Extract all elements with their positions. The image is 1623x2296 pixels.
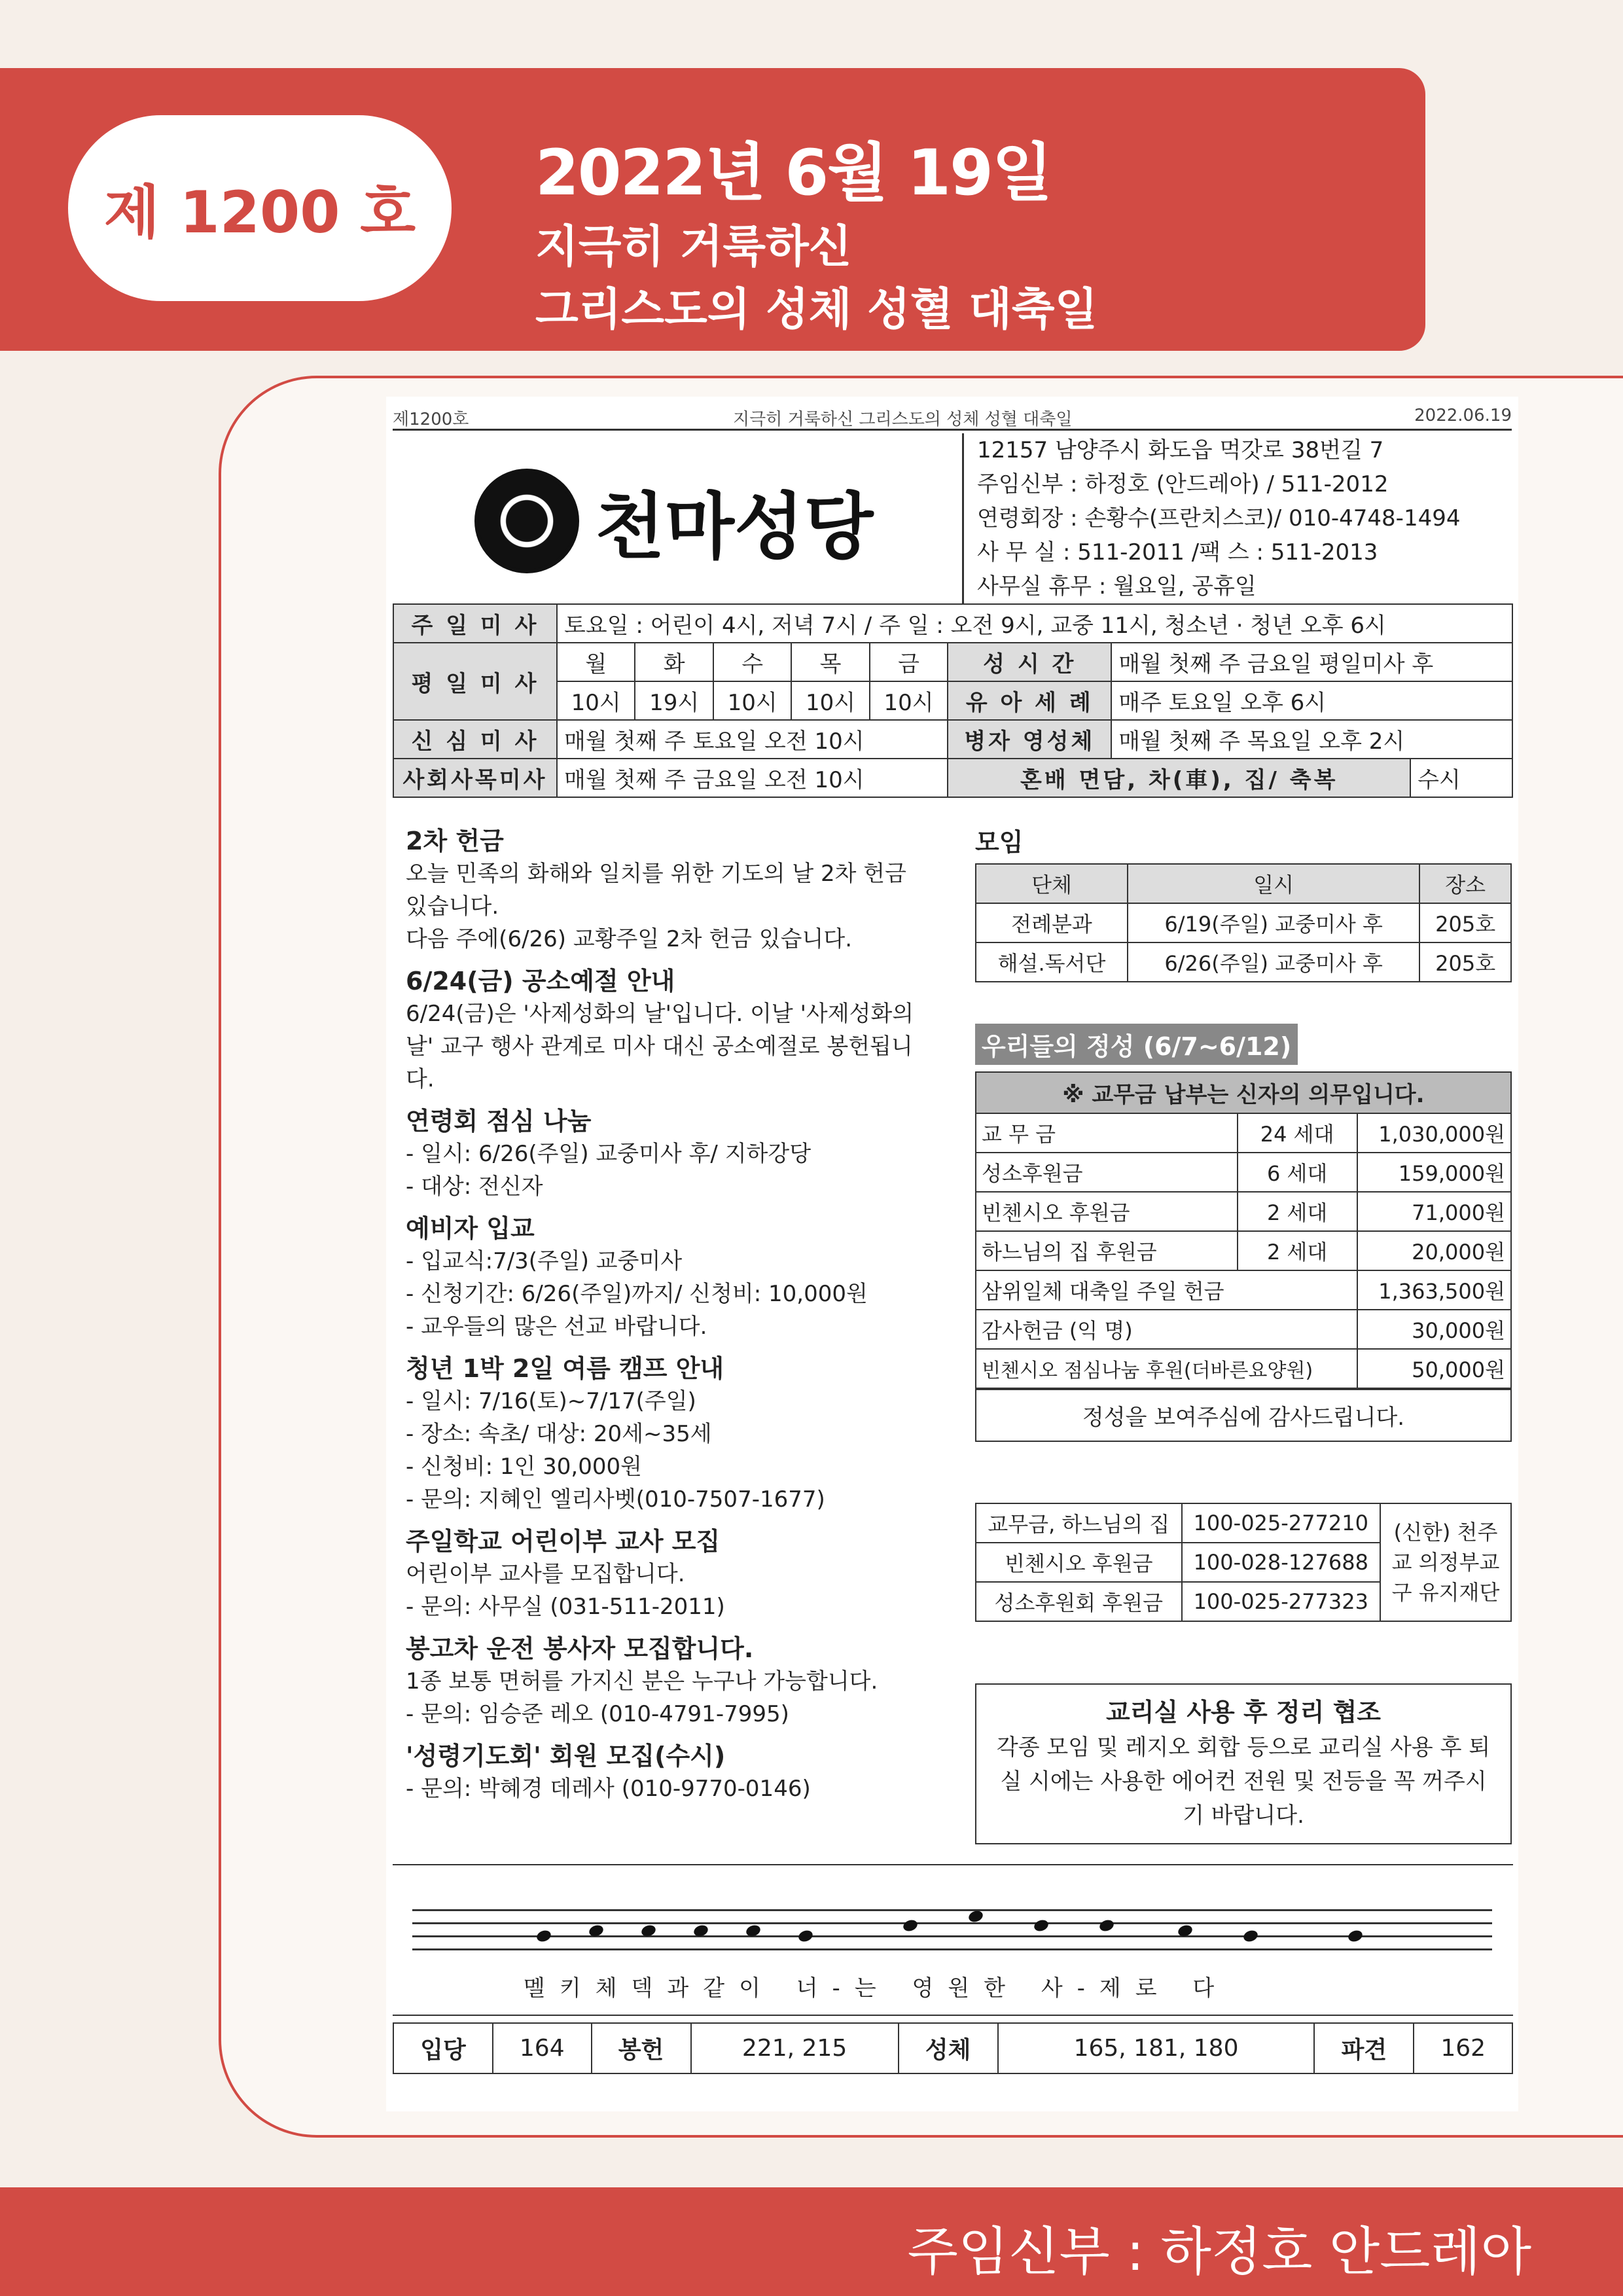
holy-hour-text: 매월 첫째 주 금요일 평일미사 후 <box>1111 643 1512 681</box>
notice-text: - 대상: 전신자 <box>406 1174 543 1200</box>
dismissal-hymn: 162 <box>1414 2023 1512 2073</box>
communion-hymn: 165, 181, 180 <box>998 2023 1315 2073</box>
notice-text: - 문의: 박혜경 데레사 (010-9770-0146) <box>406 1776 811 1802</box>
offering-thanks: 정성을 보여주심에 감사드립니다. <box>975 1389 1512 1442</box>
notice-column <box>406 816 929 1805</box>
day-cell: 목 <box>791 643 869 681</box>
music-staff <box>412 1898 1492 1950</box>
group-cell: 해설.독서단 <box>976 942 1128 982</box>
column-header: 장소 <box>1419 864 1511 903</box>
hymn-table <box>393 2022 1513 2074</box>
account-purpose: 교무금, 하느님의 집 <box>976 1503 1182 1543</box>
office-closed-line: 사무실 휴무 : 월요일, 공휴일 <box>977 573 1257 600</box>
time-cell: 10시 <box>870 681 948 720</box>
notice-title: 청년 1박 2일 여름 캠프 안내 <box>406 1354 724 1383</box>
devotion-mass-text: 매월 첫째 주 토요일 오전 10시 <box>557 720 948 759</box>
offering-amount: 1,363,500원 <box>1357 1270 1511 1310</box>
footer-pastor: 주임신부 : 하정호 안드레아 <box>907 2221 1531 2282</box>
scan-issue: 제1200호 <box>393 410 469 429</box>
notice-title: 6/24(금) 공소예절 안내 <box>406 967 675 996</box>
notice-text: - 신청기간: 6/26(주일)까지/ 신청비: 10,000원 <box>406 1281 868 1307</box>
offering-item: 성소후원금 <box>976 1153 1238 1192</box>
notice-text: 어린이부 교사를 모집합니다. <box>406 1561 685 1587</box>
notice-text: - 일시: 6/26(주일) 교중미사 후/ 지하강당 <box>406 1141 812 1167</box>
infant-baptism-label: 유 아 세 례 <box>948 681 1111 720</box>
day-cell: 월 <box>557 643 635 681</box>
household-count: 2 세대 <box>1238 1231 1357 1270</box>
scanned-bulletin <box>386 397 1518 2111</box>
scan-header <box>393 402 1512 431</box>
notice-text: - 문의: 사무실 (031-511-2011) <box>406 1594 725 1620</box>
scan-date: 2022.06.19 <box>1414 406 1512 425</box>
datetime-cell: 6/26(주일) 교중미사 후 <box>1128 942 1419 982</box>
scan-feast: 지극히 거룩하신 그리스도의 성체 성혈 대축일 <box>733 410 1073 429</box>
time-cell: 10시 <box>557 681 635 720</box>
table-row <box>976 1270 1511 1310</box>
table-row <box>976 1153 1511 1192</box>
accounts-section <box>975 1503 1512 1622</box>
household-count: 2 세대 <box>1238 1192 1357 1231</box>
offering-amount: 71,000원 <box>1357 1192 1511 1231</box>
account-number: 100-028-127688 <box>1182 1543 1380 1582</box>
column-header: 일시 <box>1128 864 1419 903</box>
notice-text: - 교우들의 많은 선교 바랍니다. <box>406 1314 707 1340</box>
offering-section <box>975 1024 1512 1442</box>
household-count: 24 세대 <box>1238 1113 1357 1153</box>
social-mass-label: 사회사목미사 <box>393 759 557 797</box>
column-header: 단체 <box>976 864 1128 903</box>
notice-text: - 일시: 7/16(토)~7/17(주일) <box>406 1388 696 1414</box>
social-mass-text: 매월 첫째 주 금요일 오전 10시 <box>557 759 948 797</box>
day-cell: 화 <box>635 643 713 681</box>
notice-text: - 입교식:7/3(주일) 교중미사 <box>406 1248 683 1274</box>
marriage-blessing-label: 혼배 면담, 차(車), 집/ 축복 <box>948 759 1410 797</box>
offering-item: 교 무 금 <box>976 1113 1238 1153</box>
notice-text: - 문의: 임승준 레오 (010-4791-7995) <box>406 1701 789 1727</box>
table-row <box>976 1231 1511 1270</box>
time-cell: 10시 <box>791 681 869 720</box>
cleanup-notice <box>975 1683 1512 1844</box>
offertory-label: 봉헌 <box>592 2023 691 2073</box>
offering-amount: 159,000원 <box>1357 1153 1511 1192</box>
entrance-label: 입당 <box>393 2023 493 2073</box>
account-bank: (신한) 천주교 의정부교구 유지재단 <box>1380 1503 1511 1621</box>
address-line: 12157 남양주시 화도읍 먹갓로 38번길 7 <box>977 437 1384 463</box>
sick-communion-label: 병자 영성체 <box>948 720 1111 759</box>
parish-seal-icon <box>474 469 579 573</box>
parish-logo <box>386 436 962 606</box>
music-lyric: 멜키체덱과같이 너-는 영원한 사-제로 다 <box>524 1975 1229 2001</box>
offering-table <box>975 1071 1512 1389</box>
account-purpose: 성소후원회 후원금 <box>976 1582 1182 1621</box>
day-cell: 금 <box>870 643 948 681</box>
time-cell: 10시 <box>713 681 791 720</box>
parish-name: 천마성당 <box>595 485 874 569</box>
feast-title-line1: 지극히 거룩하신 <box>535 221 852 273</box>
feast-title-line2: 그리스도의 성체 성혈 대축일 <box>535 284 1098 336</box>
notice-title: 예비자 입교 <box>406 1214 535 1243</box>
offering-amount: 30,000원 <box>1357 1310 1511 1349</box>
offering-item: 빈첸시오 후원금 <box>976 1192 1238 1231</box>
table-row <box>976 942 1511 982</box>
communion-label: 성체 <box>899 2023 998 2073</box>
meetings-section <box>975 822 1512 982</box>
offering-item: 감사헌금 (익 명) <box>976 1310 1357 1349</box>
notice-title: 봉고차 운전 봉사자 모집합니다. <box>406 1634 754 1663</box>
infant-baptism-text: 매주 토요일 오후 6시 <box>1111 681 1512 720</box>
account-number: 100-025-277323 <box>1182 1582 1380 1621</box>
table-row <box>976 1192 1511 1231</box>
weekday-mass-label: 평 일 미 사 <box>393 643 557 720</box>
notice-text: 다음 주에(6/26) 교황주일 2차 헌금 있습니다. <box>406 926 853 952</box>
table-row <box>976 1113 1511 1153</box>
account-number: 100-025-277210 <box>1182 1503 1380 1543</box>
datetime-cell: 6/19(주일) 교중미사 후 <box>1128 903 1419 942</box>
place-cell: 205호 <box>1419 903 1511 942</box>
notice-title: 주일학교 어린이부 교사 모집 <box>406 1527 721 1556</box>
notice-text: 1종 보통 면허를 가지신 분은 누구나 가능합니다. <box>406 1668 878 1695</box>
notice-title: 2차 헌금 <box>406 827 504 855</box>
notice-text: 오늘 민족의 화해와 일치를 위한 기도의 날 2차 헌금 있습니다. <box>406 861 906 920</box>
sick-communion-text: 매월 첫째 주 목요일 오후 2시 <box>1111 720 1512 759</box>
account-purpose: 빈첸시오 후원금 <box>976 1543 1182 1582</box>
notice-text: - 장소: 속초/ 대상: 20세~35세 <box>406 1421 712 1447</box>
holy-hour-label: 성 시 간 <box>948 643 1111 681</box>
table-row <box>976 1503 1511 1543</box>
offering-title: 우리들의 정성 (6/7~6/12) <box>975 1024 1298 1065</box>
table-row <box>976 1349 1511 1388</box>
notice-text: - 문의: 지혜인 엘리사벳(010-7507-1677) <box>406 1486 825 1513</box>
time-cell: 19시 <box>635 681 713 720</box>
offering-amount: 20,000원 <box>1357 1231 1511 1270</box>
notice-text: - 신청비: 1인 30,000원 <box>406 1454 642 1480</box>
place-cell: 205호 <box>1419 942 1511 982</box>
table-row <box>976 903 1511 942</box>
marriage-blessing-text: 수시 <box>1410 759 1512 797</box>
offering-amount: 50,000원 <box>1357 1349 1511 1388</box>
cleanup-title: 교리실 사용 후 정리 협조 <box>1106 1698 1381 1727</box>
issue-number: 제 1200 호 <box>68 115 452 301</box>
dismissal-label: 파견 <box>1314 2023 1414 2073</box>
music-score <box>393 1864 1513 2016</box>
bulletin-date: 2022년 6월 19일 <box>535 136 1052 209</box>
sunday-mass-label: 주 일 미 사 <box>393 604 557 643</box>
pastor-line: 주임신부 : 하정호 (안드레아) / 511-2012 <box>977 471 1389 497</box>
household-count: 6 세대 <box>1238 1153 1357 1192</box>
feast-title <box>535 216 1097 342</box>
cleanup-text: 각종 모임 및 레지오 회합 등으로 교리실 사용 후 퇴실 시에는 사용한 에어컨 전원 및 전등을 꼭 꺼주시기 바랍니다. <box>996 1734 1491 1829</box>
offering-item: 빈첸시오 점심나눔 후원(더바른요양원) <box>976 1349 1357 1388</box>
meetings-title: 모임 <box>975 828 1024 857</box>
offertory-hymn: 221, 215 <box>691 2023 899 2073</box>
offering-item: 하느님의 집 후원금 <box>976 1231 1238 1270</box>
entrance-hymn: 164 <box>493 2023 591 2073</box>
accounts-table <box>975 1503 1512 1622</box>
table-row <box>976 1310 1511 1349</box>
devotion-mass-label: 신 심 미 사 <box>393 720 557 759</box>
day-cell: 수 <box>713 643 791 681</box>
notice-title: '성령기도회' 회원 모집(수시) <box>406 1742 726 1770</box>
mass-schedule-table <box>393 603 1513 798</box>
notice-title: 연령회 점심 나눔 <box>406 1107 592 1136</box>
parish-info <box>962 433 1518 603</box>
notice-text: 6/24(금)은 '사제성화의 날'입니다. 이날 '사제성화의 날' 교구 행사 관계로 미사 대신 공소예절로 봉헌됩니다. <box>406 1001 914 1092</box>
office-phone-line: 사 무 실 : 511-2011 /팩 스 : 511-2013 <box>977 539 1378 565</box>
offering-banner: ※ 교무금 납부는 신자의 의무입니다. <box>976 1072 1511 1113</box>
meetings-table <box>975 863 1512 982</box>
footer-band <box>0 2187 1623 2296</box>
sunday-mass-times: 토요일 : 어린이 4시, 저녁 7시 / 주 일 : 오전 9시, 교중 11시, 청소년 · 청년 오후 6시 <box>557 604 1512 643</box>
offering-amount: 1,030,000원 <box>1357 1113 1511 1153</box>
offering-item: 삼위일체 대축일 주일 헌금 <box>976 1270 1357 1310</box>
group-cell: 전례분과 <box>976 903 1128 942</box>
funeral-contact-line: 연령회장 : 손황수(프란치스코)/ 010-4748-1494 <box>977 505 1461 531</box>
